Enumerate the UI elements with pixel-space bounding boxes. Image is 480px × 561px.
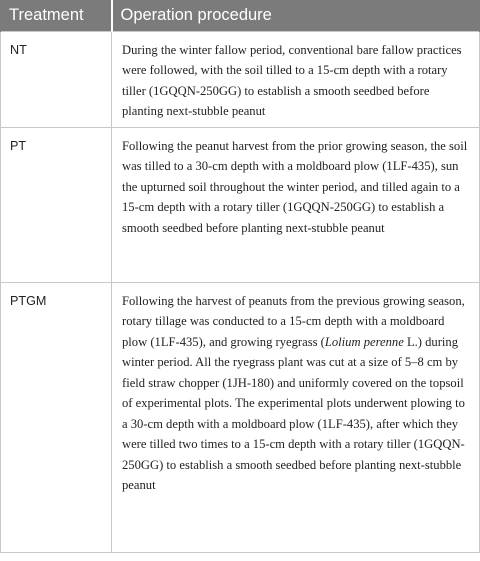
procedure-cell: [112, 282, 480, 552]
table-row: [1, 282, 480, 552]
species-name-italic: Lolium perenne: [324, 334, 404, 349]
header-row: [1, 0, 480, 31]
procedure-text-part: Following the harvest of peanuts from the previous growing season, rotary tillage was conducted to a 15-cm depth with a moldboard plow (1LF-435), and growing ryegrass (: [122, 293, 465, 349]
table-row: [1, 31, 480, 127]
procedure-cell: Following the peanut harvest from the prior growing season, the soil was tilled to a 30-cm depth with a moldboard plow (1LF-435), sun the upturned soil throughout the winter period, and tilled again to a 15-cm depth with a rotary tiller (1GQQN-250GG) to establish a smooth seedbed before planting next-stubble peanut: [112, 127, 480, 282]
header-treatment: Treatment: [1, 0, 112, 31]
table-row: [1, 127, 480, 282]
treatment-cell: PTGM: [1, 282, 112, 552]
table-header: [1, 0, 480, 31]
table-body: [1, 31, 480, 552]
header-operation-procedure: Operation procedure: [112, 0, 480, 31]
procedure-text-part: L.) during winter period. All the ryegrass plant was cut at a size of 5–8 cm by field straw chopper (1JH-180) and uniformly covered on the topsoil of experimental plots. The experimental plots underwent plowing to a 30-cm depth with a moldboard plow (1LF-435), after which they were tilled two times to a 15-cm depth with a rotary tiller (1GQQN-250GG) to establish a smooth seedbed before planting next-stubble peanut: [122, 334, 465, 492]
procedure-cell: During the winter fallow period, conventional bare fallow practices were followed, with the soil tilled to a 15-cm depth with a rotary tiller (1GQQN-250GG) to establish a smooth seedbed before planting next-stubble peanut: [112, 31, 480, 127]
treatment-cell: PT: [1, 127, 112, 282]
treatment-cell: NT: [1, 31, 112, 127]
